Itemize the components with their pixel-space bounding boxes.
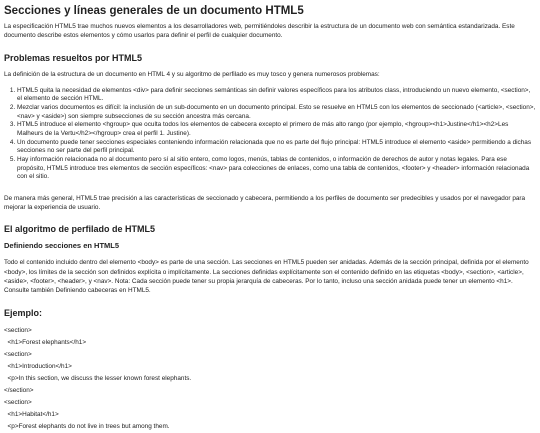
page-title: Secciones y líneas generales de un documento HTML5 [4,5,304,17]
intro-paragraph: La especificación HTML5 trae muchos nuevos elementos a los desarrolladores web, permitiéndoles describir la estructura de un documento web con semántica estandarizada. Este documento describe estos elementos y cómo usarlos para definir el perfil de cualquier documento. [4,23,515,40]
list-item: 1. HTML5 quita la necesidad de elementos <div> para definir secciones semánticas sin definir valores específicos para los atributos class, introduciendo un nuevo elemento, <section>, el elemento de sección HTML. [17,87,536,104]
algorithm-subheading: Definiendo secciones en HTML5 [4,241,120,251]
code-line: <section> [4,350,32,358]
example-heading: Ejemplo: [4,307,43,318]
list-item: 3. HTML5 introduce el elemento <hgroup> que oculta todos los elementos de cabecera excepto el primero de más alto rango (por ejemplo, <hgroup><h1>Justine</h1><h2>Les Malheurs de la Vertu</h2></hgroup> crea el perfil 1. Justine). [17,121,536,138]
code-line: <h1>Forest elephants</h1> [4,338,87,346]
code-line: <p>In this section, we discuss the lesser known forest elephants. [4,374,192,382]
code-line: <p>Forest elephants do not live in trees but among them. [4,422,170,430]
problems-list [4,87,536,182]
problems-heading: Problemas resueltos por HTML5 [4,52,143,63]
algorithm-heading: El algoritmo de perfilado de HTML5 [4,224,156,235]
problems-summary: De manera más general, HTML5 trae precisión a las características de seccionado y cabecera, permitiendo a los perfiles de documento ser predecibles y usados por el navegador para mejorar la experiencia de usuario. [4,194,526,212]
code-line: <h1>Habitat</h1> [4,410,59,418]
code-line: </section> [4,386,34,394]
list-item: 4. Un documento puede tener secciones especiales conteniendo información relacionada que no es parte del flujo principal: HTML5 introduce el elemento <aside> permitiendo a dichas secciones no ser parte del perfil principal. [17,139,536,156]
problems-lead: La definición de la estructura de un documento en HTML 4 y su algoritmo de perfilado es muy tosco y genera numerosos problemas: [4,70,380,78]
code-line: <section> [4,398,32,406]
algorithm-body: Todo el contenido incluido dentro del elemento <body> es parte de una sección. Las secciones en HTML5 pueden ser anidadas. Además de la sección principal, definida por el elemento <body>, los límites de la sección son definidos explícita o implícitamente. La secciones definidas explícitamente son el contenido definido en las etiquetas <body>, <section>, <article>, <aside>, <footer>, <header>, y <nav>. Nota: Cada sección puede tener su propia jerarquía de cabeceras. Por lo tanto, incluso una sección anidada puede tener un elemento <h1>. Consulte también Definiendo cabeceras en HTML5. [4,259,529,295]
code-line: <h1>Introduction</h1> [4,362,72,370]
code-line: <section> [4,326,32,334]
list-item: 5. Hay información relacionada no al documento pero sí al sitio entero, como logos, menús, tablas de contenidos, o información de derechos de autor y notas legales. Para ese propósito, HTML5 introduce tres elementos de sección específicos: <nav> para colecciones de enlaces, como una tabla de contenidos, <footer> y <header> información relacionada con el sitio. [17,156,536,182]
example-code-block [4,325,536,433]
list-item: 2. Mezclar varios documentos es difícil: la inclusión de un sub-documento en un documento principal. Esto se resuelve en HTML5 con los elementos de seccionado (<article>, <section>, <nav> y <aside>) son siempre subsecciones de su sección ancestra más cercana. [17,104,536,121]
